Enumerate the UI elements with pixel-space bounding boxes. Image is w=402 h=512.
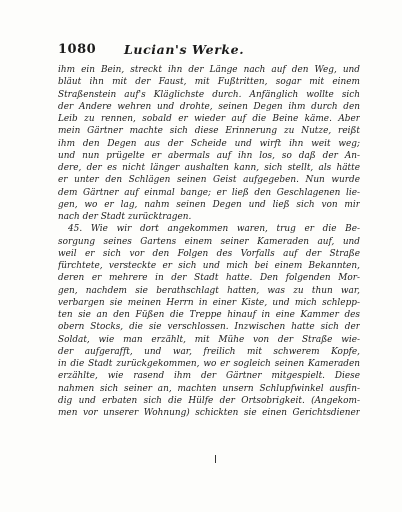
text-line: gen, nachdem sie berathschlagt hatten, was zu thun war, — [58, 285, 360, 296]
text-line: dere, der es nicht länger aushalten kann, sich stellt, als hätte — [58, 163, 360, 173]
text-line: verbargen sie meinen Herrn in einer Kiste, und mich schlepp- — [58, 297, 360, 308]
print-mark — [215, 455, 216, 463]
text-line: Leib zu rennen, sobald er wieder auf die Beine käme. Aber — [58, 114, 360, 124]
text-line: in die Stadt zurückgekommen, wo er sogleich seinen Kameraden — [58, 359, 360, 369]
text-line: bläut ihn mit der Faust, mit Fußtritten, sogar mit einem — [58, 77, 360, 88]
text-line: nahmen sich seiner an, machten unsern Schlupfwinkel ausfin- — [58, 383, 360, 394]
text-line: men vor unserer Wohnung) schickten sie einen Gerichtsdiener — [58, 408, 360, 418]
text-line: ten sie an den Füßen die Treppe hinauf in eine Kammer des — [58, 310, 360, 320]
text-line: gen, wo er lag, nahm seinen Degen und ließ sich von mir — [58, 199, 360, 210]
text-line: dem Gärtner auf einmal bange; er ließ den Geschlagenen lie- — [58, 187, 360, 198]
text-line: der Andere wehren und drohte, seinen Degen ihm durch den — [58, 101, 360, 112]
text-line: mein Gärtner machte sich diese Erinnerung zu Nutze, reißt — [58, 126, 360, 137]
text-line: Soldat, wie man erzählt, mit Mühe von der Straße wie- — [58, 334, 360, 345]
text-line: fürchtete, versteckte er sich und mich bei einem Bekannten, — [58, 261, 360, 271]
paragraph-2 — [58, 223, 360, 419]
text-line: er unter den Schlägen seinen Geist aufgegeben. Nun wurde — [58, 175, 360, 186]
paragraph-1 — [58, 64, 360, 223]
text-line: 45. Wie wir dort angekommen waren, trug er die Be- — [68, 224, 360, 235]
text-line: obern Stocks, die sie verschlossen. Inzwischen hatte sich der — [58, 322, 360, 333]
text-line: deren er mehrere in der Stadt hatte. Den folgenden Mor- — [58, 273, 360, 284]
text-line: Straßenstein auf's Kläglichste durch. Anfänglich wollte sich — [58, 89, 360, 100]
text-line: der aufgerafft, und war, freilich mit schwerem Kopfe, — [58, 346, 360, 357]
text-line: und nun prügelte er abermals auf ihn los, so daß der An- — [58, 150, 360, 161]
text-line: sorgung seines Gartens einem seiner Kameraden auf, und — [58, 236, 360, 247]
text-line: ihm ein Bein, streckt ihn der Länge nach auf den Weg, und — [58, 65, 360, 75]
text-line: nach der Stadt zurücktragen. — [58, 212, 192, 222]
page-number: 1080 — [58, 42, 97, 57]
text-line: ihm den Degen aus der Scheide und wirft ihn weit weg; — [58, 138, 360, 149]
running-head: Lucian's Werke. — [124, 42, 245, 57]
body-text — [58, 64, 360, 419]
text-line: erzählte, wie rasend ihm der Gärtner mitgespielt. Diese — [58, 371, 360, 382]
page-header — [58, 42, 358, 60]
text-line: weil er sich vor den Folgen des Vorfalls auf der Straße — [58, 248, 360, 259]
text-line: dig und erbaten sich die Hülfe der Ortsobrigkeit. (Angekom- — [58, 395, 360, 406]
